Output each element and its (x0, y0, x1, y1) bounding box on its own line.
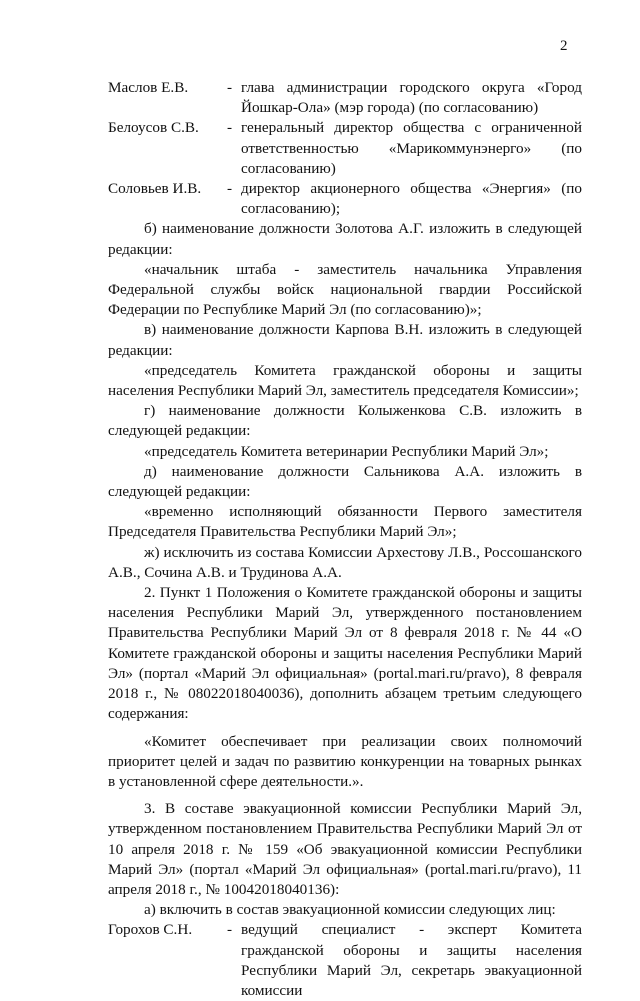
member-role: генеральный директор общества с ограниченной ответственностью «Марикоммунэнерго» (по согласованию) (241, 119, 582, 177)
member-dash: - (227, 79, 233, 96)
point-3: 3. В составе эвакуационной комиссии Республики Марий Эл, утвержденном постановлением Правительства Республики Марий Эл от 10 апреля 2018 г. № 159 «Об эвакуационной комиссии Республики Марий Эл» (портал «Марий Эл официальная» (portal.mari.ru/pravo), 11 апреля 2018 г., № 10042018040136): (108, 800, 582, 898)
paragraph-b: б) наименование должности Золотова А.Г. изложить в следующей редакции: (108, 220, 582, 258)
member-name: Белоусов С.В. (108, 119, 199, 137)
member-entry (108, 920, 582, 1001)
member-name: Горохов С.Н. (108, 921, 193, 939)
paragraph-zh: ж) исключить из состава Комиссии Архестову Л.В., Россошанского А.В., Сочина А.В. и Трудинова А.А. (108, 543, 582, 581)
paragraph-d: д) наименование должности Сальникова А.А. изложить в следующей редакции: (108, 462, 582, 501)
quote-b: «начальник штаба - заместитель начальника Управления Федеральной службы войск национальной гвардии Российской Федерации по Республике Марий Эл (по согласованию)»; (108, 260, 582, 319)
member-dash: - (227, 119, 233, 137)
member-name: Соловьев И.В. (108, 180, 202, 198)
paragraph-g: г) наименование должности Колыженкова С.В. изложить в следующей редакции: (108, 402, 582, 440)
member-role: ведущий специалист - эксперт Комитета гражданской обороны и защиты населения Республики Марий Эл, секретарь эвакуационной комиссии (241, 921, 582, 999)
member-name: Маслов Е.В. (108, 79, 189, 96)
member-role: директор акционерного общества «Энергия» (по согласованию); (241, 180, 582, 218)
paragraph-v: в) наименование должности Карпова В.Н. изложить в следующей редакции: (108, 321, 582, 359)
quote-g: «председатель Комитета ветеринарии Республики Марий Эл»; (144, 442, 549, 460)
member-dash: - (227, 180, 233, 198)
quote-v: «председатель Комитета гражданской обороны и защиты населения Республики Марий Эл, заместитель председателя Комиссии»; (108, 361, 582, 400)
quote-d: «временно исполняющий обязанности Первого заместителя Председателя Правительства Республики Марий Эл»; (108, 503, 582, 541)
member-dash: - (227, 921, 233, 939)
point-2: 2. Пункт 1 Положения о Комитете гражданской обороны и защиты населения Республики Марий Эл, утвержденного постановлением Правительства Республики Марий Эл от 8 февраля 2018 г. № 44 «О Комитете гражданской обороны и защиты населения Республики Марий Эл» (портал «Марий Эл официальная» (portal.mari.ru/pravo), 8 февраля 2018 г., № 08022018040036), дополнить абзацем третьим следующего содержания: (108, 584, 582, 723)
member-entry (108, 118, 582, 179)
paragraph-a: а) включить в состав эвакуационной комиссии следующих лиц: (144, 901, 556, 919)
page-number: 2 (560, 38, 568, 54)
member-role: глава администрации городского округа «Город Йошкар-Ола» (мэр города) (по согласованию) (241, 79, 582, 117)
document-body (108, 78, 582, 1001)
quote-2: «Комитет обеспечивает при реализации своих полномочий приоритет целей и задач по развитию конкуренции на товарных рынках в установленной сфере деятельности.». (108, 732, 582, 790)
member-entry (108, 78, 582, 118)
member-entry (108, 179, 582, 219)
